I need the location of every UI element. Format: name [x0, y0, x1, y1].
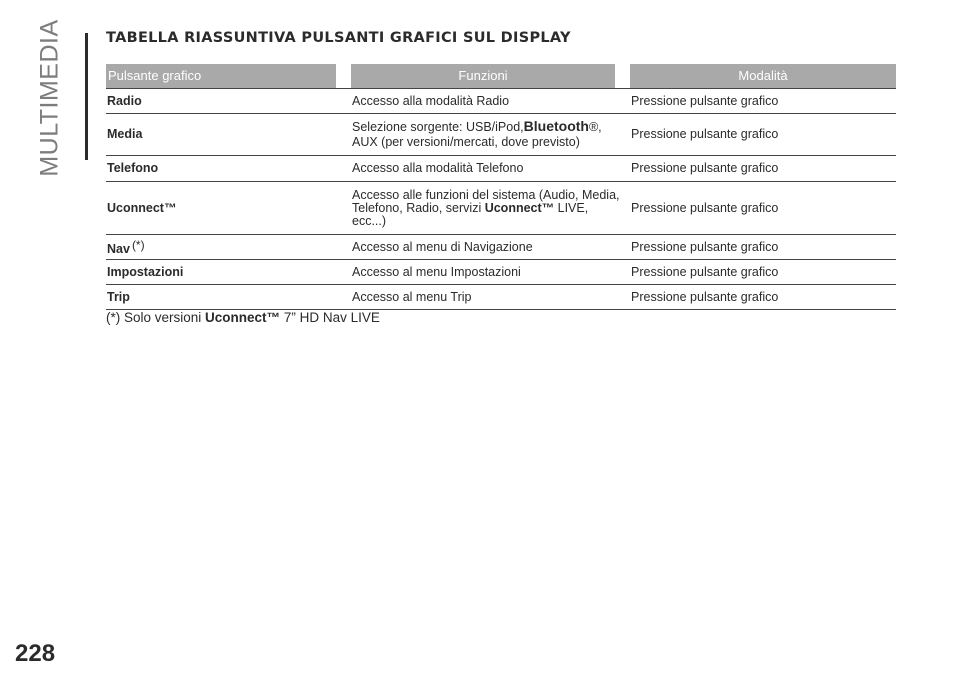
cell-mode: Pressione pulsante grafico — [631, 200, 779, 215]
cell-function: Accesso al menu di Navigazione — [352, 239, 533, 254]
header-mode: Modalità — [630, 64, 896, 88]
page-title: TABELLA RIASSUNTIVA PULSANTI GRAFICI SUL DISPLAY — [106, 30, 571, 46]
cell-mode: Pressione pulsante grafico — [631, 289, 779, 304]
uconnect-brand: Uconnect™ — [205, 310, 281, 325]
cell-mode: Pressione pulsante grafico — [631, 161, 779, 175]
header-function: Funzioni — [351, 64, 615, 88]
cell-mode: Pressione pulsante grafico — [631, 239, 779, 254]
cell-button: Telefono — [107, 161, 159, 175]
cell-function: Accesso alla modalità Telefono — [352, 161, 524, 175]
function-text: AUX (per versioni/mercati, dove previsto) — [352, 135, 580, 149]
cell-function — [352, 120, 631, 149]
table-row — [106, 156, 896, 182]
table-row — [106, 114, 896, 156]
page-number: 228 — [15, 640, 56, 667]
cell-mode: Pressione pulsante grafico — [631, 93, 779, 108]
chapter-side-label-text: MULTIMEDIA — [35, 19, 64, 177]
function-text: ecc...) — [352, 213, 387, 228]
cell-mode: Pressione pulsante grafico — [631, 127, 779, 141]
summary-table — [106, 64, 896, 310]
function-text: Selezione sorgente: USB/iPod, — [352, 120, 524, 134]
cell-mode: Pressione pulsante grafico — [631, 264, 779, 279]
table-row — [106, 235, 896, 260]
table-row — [106, 285, 896, 310]
cell-button: Media — [107, 127, 143, 141]
table-row — [106, 260, 896, 285]
table-header-row — [106, 64, 896, 88]
table-row — [106, 182, 896, 235]
bluetooth-brand: Bluetooth — [523, 118, 589, 134]
chapter-marker-bar — [85, 33, 88, 160]
cell-button: Trip — [107, 289, 130, 304]
footnote-mark: (*) — [131, 237, 145, 252]
footnote-text: 7” HD Nav LIVE — [280, 310, 380, 325]
function-text: ®, — [588, 120, 602, 134]
cell-button: Uconnect™ — [107, 200, 177, 215]
footnote-text: (*) Solo versioni — [106, 310, 206, 325]
cell-function — [352, 189, 631, 228]
cell-button: Impostazioni — [107, 264, 184, 279]
cell-function: Accesso alla modalità Radio — [352, 93, 510, 108]
header-button: Pulsante grafico — [106, 64, 336, 88]
cell-button: Radio — [107, 93, 142, 108]
uconnect-brand: Uconnect™ — [484, 200, 555, 215]
function-text: Telefono, Radio, servizi — [352, 200, 485, 215]
footnote — [106, 310, 380, 325]
table-row — [106, 89, 896, 114]
cell-function: Accesso al menu Impostazioni — [352, 264, 521, 279]
cell-button — [106, 239, 352, 256]
cell-function: Accesso al menu Trip — [352, 289, 472, 304]
function-text: LIVE, — [554, 200, 589, 215]
function-text: Accesso alle funzioni del sistema (Audio, Media, — [352, 187, 620, 202]
button-label: Nav — [107, 241, 130, 256]
